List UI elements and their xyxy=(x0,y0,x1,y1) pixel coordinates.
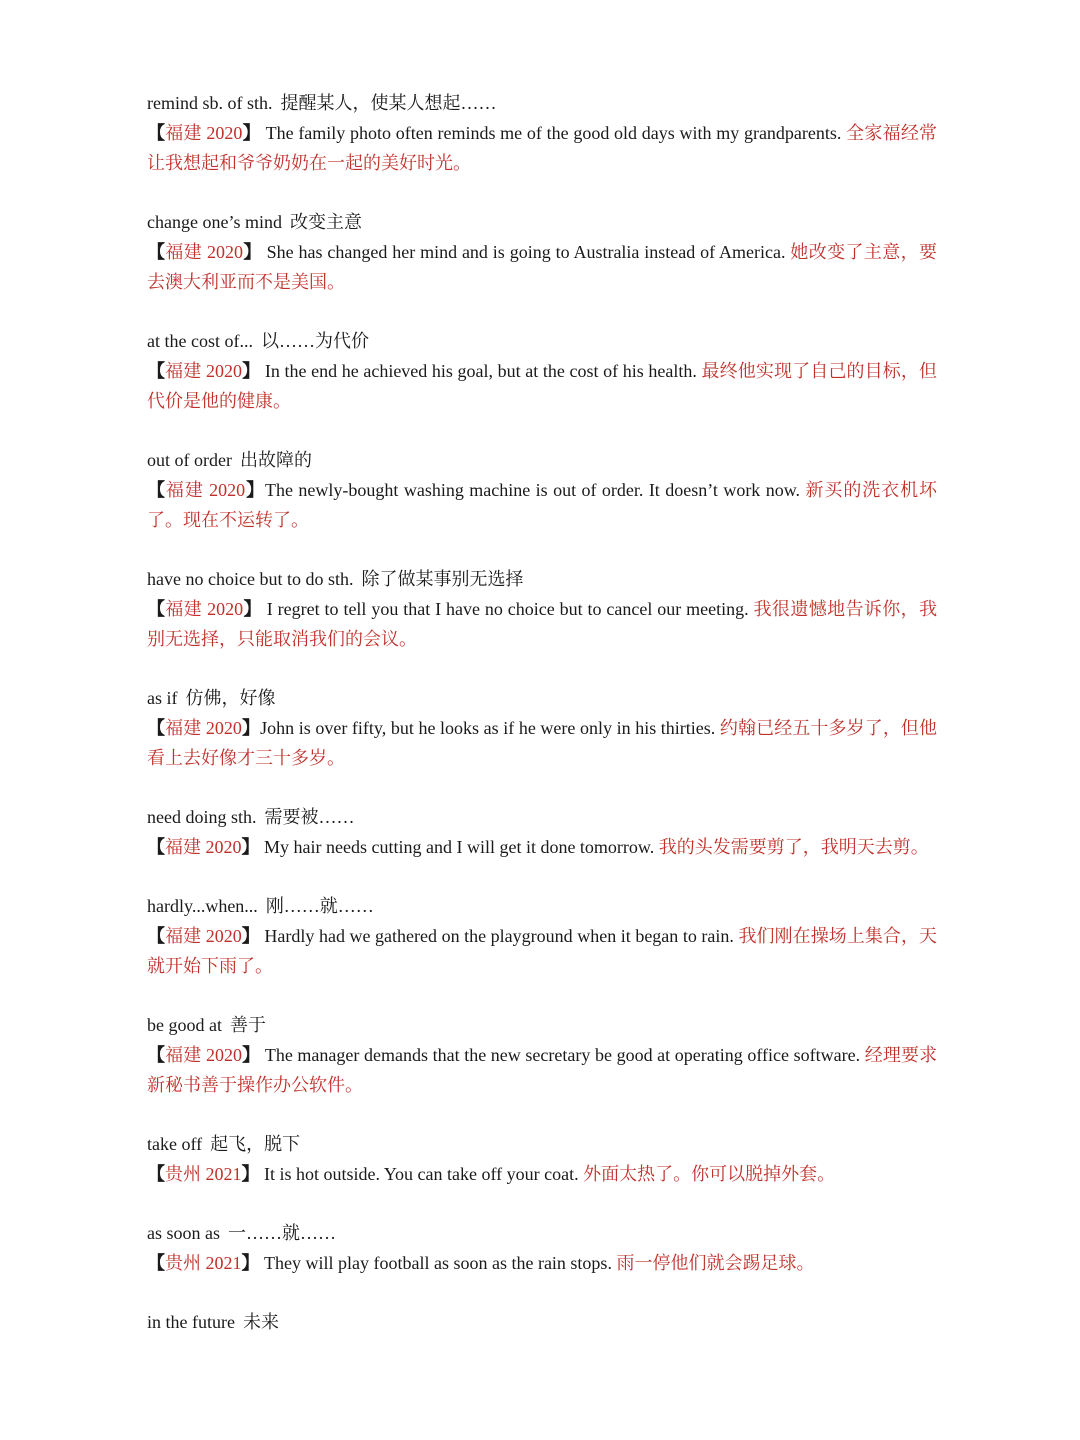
example-sentence: 【福建 2020】 She has changed her mind and is going to Australia instead of America. 她改变了主意，要去澳大利亚而不是美国。 xyxy=(147,242,937,292)
sentence-en: She has changed her mind and is going to Australia instead of America. xyxy=(266,242,786,262)
sentence-translation: 经理要求新秘书善于操作办公软件。 xyxy=(147,1045,938,1095)
exam-source: 贵州 2021 xyxy=(165,1164,242,1184)
phrase-en: hardly...when... xyxy=(147,896,258,916)
sentence-en: The newly-bought washing machine is out of order. It doesn’t work now. xyxy=(265,480,801,500)
phrase-meaning: 起飞，脱下 xyxy=(210,1134,301,1154)
phrase-entry xyxy=(147,445,937,535)
phrase-entry xyxy=(147,1218,937,1278)
sentence-translation: 新买的洗衣机坏了。现在不运转了。 xyxy=(147,480,938,530)
sentence-en: John is over fifty, but he looks as if he were only in his thirties. xyxy=(260,718,716,738)
sentence-translation: 我的头发需要剪了，我明天去剪。 xyxy=(658,837,929,857)
phrase-meaning: 除了做某事别无选择 xyxy=(361,569,524,589)
sentence-translation: 最终他实现了自己的目标，但代价是他的健康。 xyxy=(147,361,937,411)
phrase-entry xyxy=(147,564,937,654)
phrase-meaning: 需要被…… xyxy=(264,807,355,827)
sentence-en: Hardly had we gathered on the playground when it began to rain. xyxy=(264,926,734,946)
phrase-meaning: 出故障的 xyxy=(239,450,312,470)
phrase-line xyxy=(147,1010,937,1040)
example-sentence: 【福建 2020】 The manager demands that the new secretary be good at operating office software. 经理要求新秘书善于操作办公软件。 xyxy=(147,1045,938,1095)
sentence-en: In the end he achieved his goal, but at the cost of his health. xyxy=(264,361,697,381)
phrase-line xyxy=(147,802,937,832)
sentence-translation: 全家福经常让我想起和爷爷奶奶在一起的美好时光。 xyxy=(147,123,938,173)
phrase-list xyxy=(147,88,937,1366)
sentence-en: The family photo often reminds me of the good old days with my grandparents. xyxy=(265,123,842,143)
phrase-meaning: 仿佛，好像 xyxy=(185,688,276,708)
phrase-entry xyxy=(147,802,937,862)
sentence-en: It is hot outside. You can take off your coat. xyxy=(264,1164,579,1184)
phrase-line xyxy=(147,207,937,237)
sentence-en: My hair needs cutting and I will get it done tomorrow. xyxy=(264,837,655,857)
phrase-en: in the future xyxy=(147,1312,235,1332)
phrase-line xyxy=(147,326,937,356)
sentence-translation: 雨一停他们就会踢足球。 xyxy=(616,1253,815,1273)
exam-source: 贵州 2021 xyxy=(165,1253,242,1273)
exam-source: 福建 2020 xyxy=(165,123,243,143)
sentence-translation: 我们刚在操场上集合，天就开始下雨了。 xyxy=(147,926,938,976)
exam-source: 福建 2020 xyxy=(165,361,242,381)
sentence-translation: 外面太热了。你可以脱掉外套。 xyxy=(583,1164,836,1184)
phrase-en: take off xyxy=(147,1134,203,1154)
example-sentence: 【福建 2020】 My hair needs cutting and I will get it done tomorrow. 我的头发需要剪了，我明天去剪。 xyxy=(147,837,929,857)
phrase-en: as if xyxy=(147,688,178,708)
phrase-line xyxy=(147,445,937,475)
phrase-entry xyxy=(147,207,937,297)
example-sentence: 【福建 2020】John is over fifty, but he looks as if he were only in his thirties. 约翰已经五十多岁了，但他看上去好像才三十多岁。 xyxy=(147,718,938,768)
phrase-en: as soon as xyxy=(147,1223,220,1243)
phrase-en: at the cost of... xyxy=(147,331,253,351)
phrase-entry xyxy=(147,326,937,416)
exam-source: 福建 2020 xyxy=(165,1045,242,1065)
phrase-entry xyxy=(147,1129,937,1189)
exam-source: 福建 2020 xyxy=(165,480,246,500)
phrase-meaning: 刚……就…… xyxy=(265,896,374,916)
phrase-meaning: 善于 xyxy=(229,1015,266,1035)
example-sentence: 【福建 2020】The newly-bought washing machine is out of order. It doesn’t work now. 新买的洗衣机坏了。现在不运转了。 xyxy=(147,480,938,530)
sentence-translation: 她改变了主意，要去澳大利亚而不是美国。 xyxy=(147,242,937,292)
phrase-meaning: 以……为代价 xyxy=(260,331,369,351)
phrase-en: out of order xyxy=(147,450,232,470)
phrase-entry xyxy=(147,1307,937,1337)
sentence-translation: 我很遗憾地告诉你，我别无选择，只能取消我们的会议。 xyxy=(147,599,938,649)
phrase-entry xyxy=(147,891,937,981)
phrase-line xyxy=(147,1218,937,1248)
sentence-en: They will play football as soon as the rain stops. xyxy=(264,1253,612,1273)
exam-source: 福建 2020 xyxy=(165,599,244,619)
phrase-line xyxy=(147,891,937,921)
example-sentence: 【福建 2020】 The family photo often reminds me of the good old days with my grandparents. 全家福经常让我想起和爷爷奶奶在一起的美好时光。 xyxy=(147,123,938,173)
phrase-line xyxy=(147,1307,937,1337)
example-sentence: 【福建 2020】 Hardly had we gathered on the playground when it began to rain. 我们刚在操场上集合，天就开始下雨了。 xyxy=(147,926,938,976)
phrase-line xyxy=(147,683,937,713)
sentence-en: I regret to tell you that I have no choice but to cancel our meeting. xyxy=(266,599,749,619)
phrase-line xyxy=(147,564,937,594)
phrase-en: change one’s mind xyxy=(147,212,282,232)
phrase-meaning: 一……就…… xyxy=(228,1223,336,1243)
phrase-meaning: 提醒某人，使某人想起…… xyxy=(280,93,497,113)
exam-source: 福建 2020 xyxy=(165,242,243,262)
exam-source: 福建 2020 xyxy=(165,926,242,946)
phrase-entry xyxy=(147,1010,937,1100)
example-sentence: 【福建 2020】 I regret to tell you that I have no choice but to cancel our meeting. 我很遗憾地告诉你，我别无选择，只能取消我们的会议。 xyxy=(147,599,938,649)
phrase-en: remind sb. of sth. xyxy=(147,93,273,113)
exam-source: 福建 2020 xyxy=(165,718,242,738)
phrase-line xyxy=(147,88,937,118)
phrase-en: need doing sth. xyxy=(147,807,257,827)
sentence-en: The manager demands that the new secretary be good at operating office software. xyxy=(264,1045,861,1065)
sentence-translation: 约翰已经五十多岁了，但他看上去好像才三十多岁。 xyxy=(147,718,938,768)
phrase-en: have no choice but to do sth. xyxy=(147,569,354,589)
phrase-entry xyxy=(147,88,937,178)
phrase-en: be good at xyxy=(147,1015,222,1035)
example-sentence: 【贵州 2021】 They will play football as soon as the rain stops. 雨一停他们就会踢足球。 xyxy=(147,1253,815,1273)
phrase-entry xyxy=(147,683,937,773)
exam-source: 福建 2020 xyxy=(165,837,242,857)
phrase-line xyxy=(147,1129,937,1159)
example-sentence: 【福建 2020】 In the end he achieved his goal, but at the cost of his health. 最终他实现了自己的目标，但代价是他的健康。 xyxy=(147,361,937,411)
phrase-meaning: 改变主意 xyxy=(289,212,362,232)
phrase-meaning: 未来 xyxy=(242,1312,279,1332)
example-sentence: 【贵州 2021】 It is hot outside. You can take off your coat. 外面太热了。你可以脱掉外套。 xyxy=(147,1164,836,1184)
